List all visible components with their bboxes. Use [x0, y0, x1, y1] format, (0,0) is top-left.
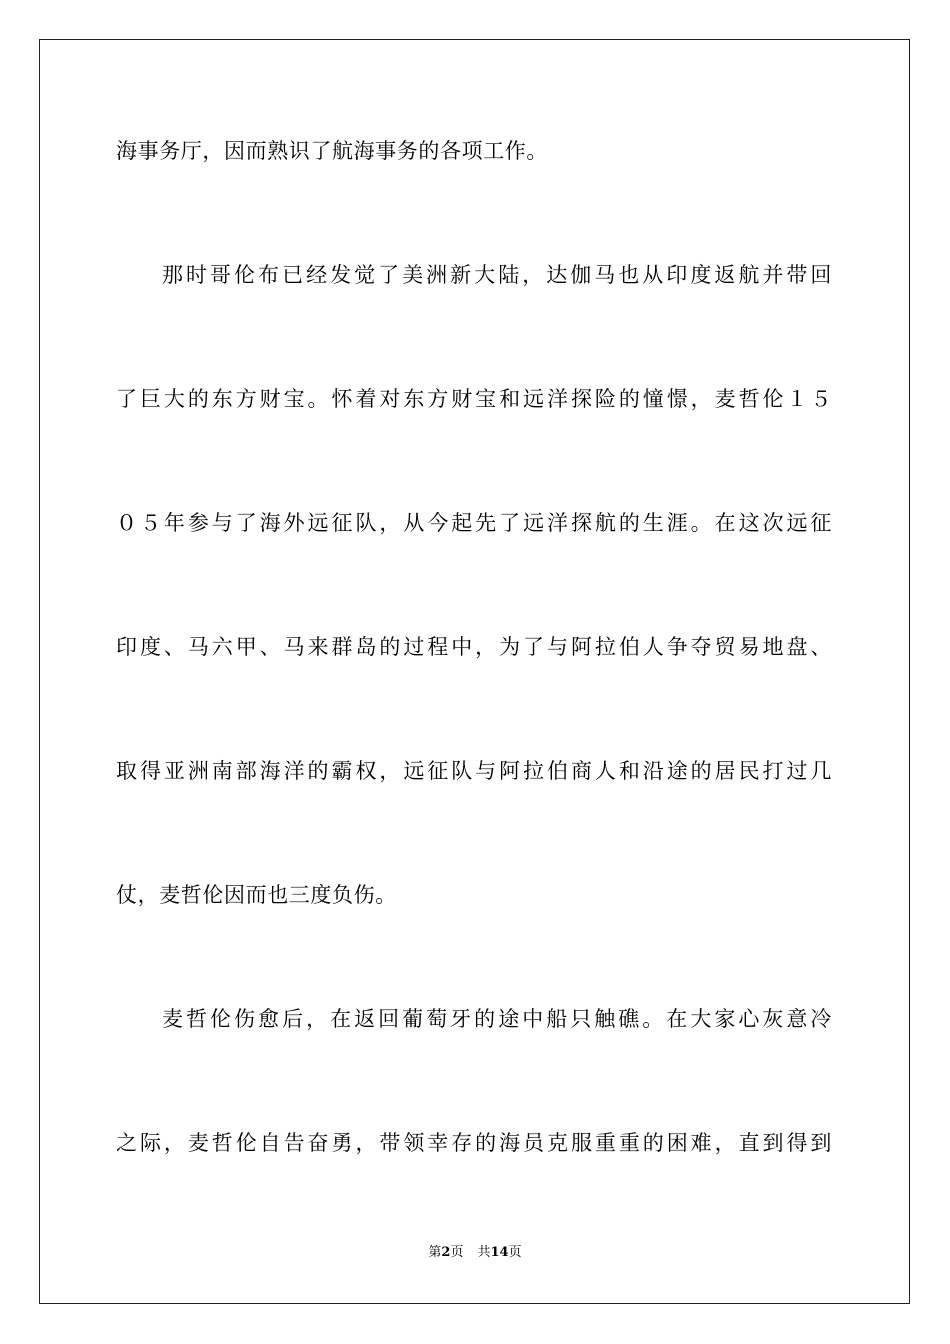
footer-page-prefix: 第	[428, 1245, 442, 1260]
text-line-3: 了巨大的东方财宝。怀着对东方财宝和远洋探险的憧憬，麦哲伦１５	[116, 387, 832, 411]
text-line-5: 印度、马六甲、马来群岛的过程中，为了与阿拉伯人争夺贸易地盘、	[116, 635, 832, 659]
text-line-6: 取得亚洲南部海洋的霸权，远征队与阿拉伯商人和沿途的居民打过几	[116, 759, 832, 783]
page-footer	[0, 1245, 950, 1261]
text-line-2: 那时哥伦布已经发觉了美洲新大陆，达伽马也从印度返航并带回	[162, 263, 832, 287]
page-border	[39, 39, 910, 1304]
text-line-7: 仗，麦哲伦因而也三度负伤。	[116, 883, 397, 907]
text-line-4: ０５年参与了海外远征队，从今起先了远洋探航的生涯。在这次远征	[116, 511, 832, 535]
text-line-8: 麦哲伦伤愈后，在返回葡萄牙的途中船只触礁。在大家心灰意冷	[162, 1007, 832, 1031]
footer-total-prefix: 共	[477, 1245, 491, 1260]
footer-page-number: 2	[441, 1245, 451, 1260]
text-line-9: 之际，麦哲伦自告奋勇，带领幸存的海员克服重重的困难，直到得到	[116, 1131, 832, 1155]
footer-total-suffix: 页	[508, 1245, 522, 1260]
footer-page-suffix: 页	[450, 1245, 464, 1260]
footer-total-pages: 14	[490, 1245, 509, 1260]
text-line-1: 海事务厅，因而熟识了航海事务的各项工作。	[116, 139, 548, 163]
